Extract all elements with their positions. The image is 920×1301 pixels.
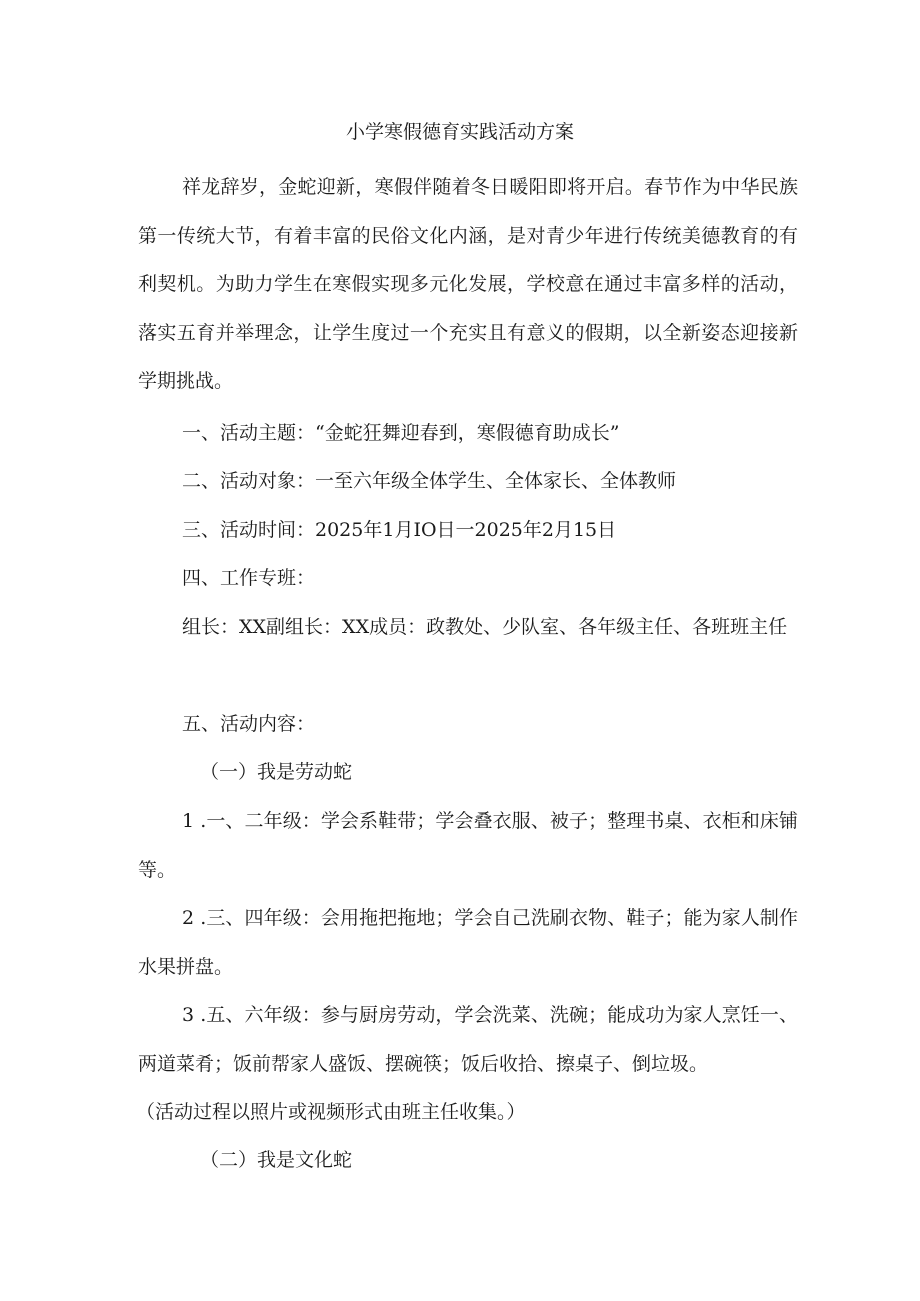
item3-paragraph: 3 .五、六年级：参与厨房劳动，学会洗菜、洗碗；能成功为家人烹饪一、两道菜肴；饭前帮家人盛饭、摆碗筷；饭后收拾、擦桌子、倒垃圾。 <box>138 1004 798 1075</box>
team-members-paragraph: 组长：XX副组长：XX成员：政教处、少队室、各年级主任、各班班主任 <box>182 616 788 638</box>
theme-line: 一、活动主题：“金蛇狂舞迎春到，寒假德育助成长” <box>182 422 620 444</box>
content-heading: 五、活动内容： <box>182 713 316 735</box>
audience-line: 二、活动对象：一至六年级全体学生、全体家长、全体教师 <box>182 470 677 492</box>
note-line: （活动过程以照片或视频形式由班主任收集。） <box>136 1101 526 1123</box>
item2-paragraph: 2 .三、四年级：会用拖把拖地；学会自己洗刷衣物、鞋子；能为家人制作水果拼盘。 <box>138 907 798 978</box>
team-heading: 四、工作专班： <box>182 567 316 589</box>
document-title: 小学寒假德育实践活动方案 <box>345 121 574 143</box>
section1-heading: （一）我是劳动蛇 <box>200 761 353 783</box>
item1-paragraph: 1 .一、二年级：学会系鞋带；学会叠衣服、被子；整理书桌、衣柜和床铺等。 <box>138 810 798 881</box>
time-line: 三、活动时间：2025年1月IO日一2025年2月15日 <box>182 519 617 541</box>
section2-heading: （二）我是文化蛇 <box>200 1149 353 1171</box>
intro-paragraph: 祥龙辞岁，金蛇迎新，寒假伴随着冬日暖阳即将开启。春节作为中华民族第一传统大节，有着丰富的民俗文化内涵，是对青少年进行传统美德教育的有利契机。为助力学生在寒假实现多元化发展，学校意在通过丰富多样的活动，落实五育并举理念，让学生度过一个充实且有意义的假期，以全新姿态迎接新学期挑战。 <box>138 176 798 392</box>
